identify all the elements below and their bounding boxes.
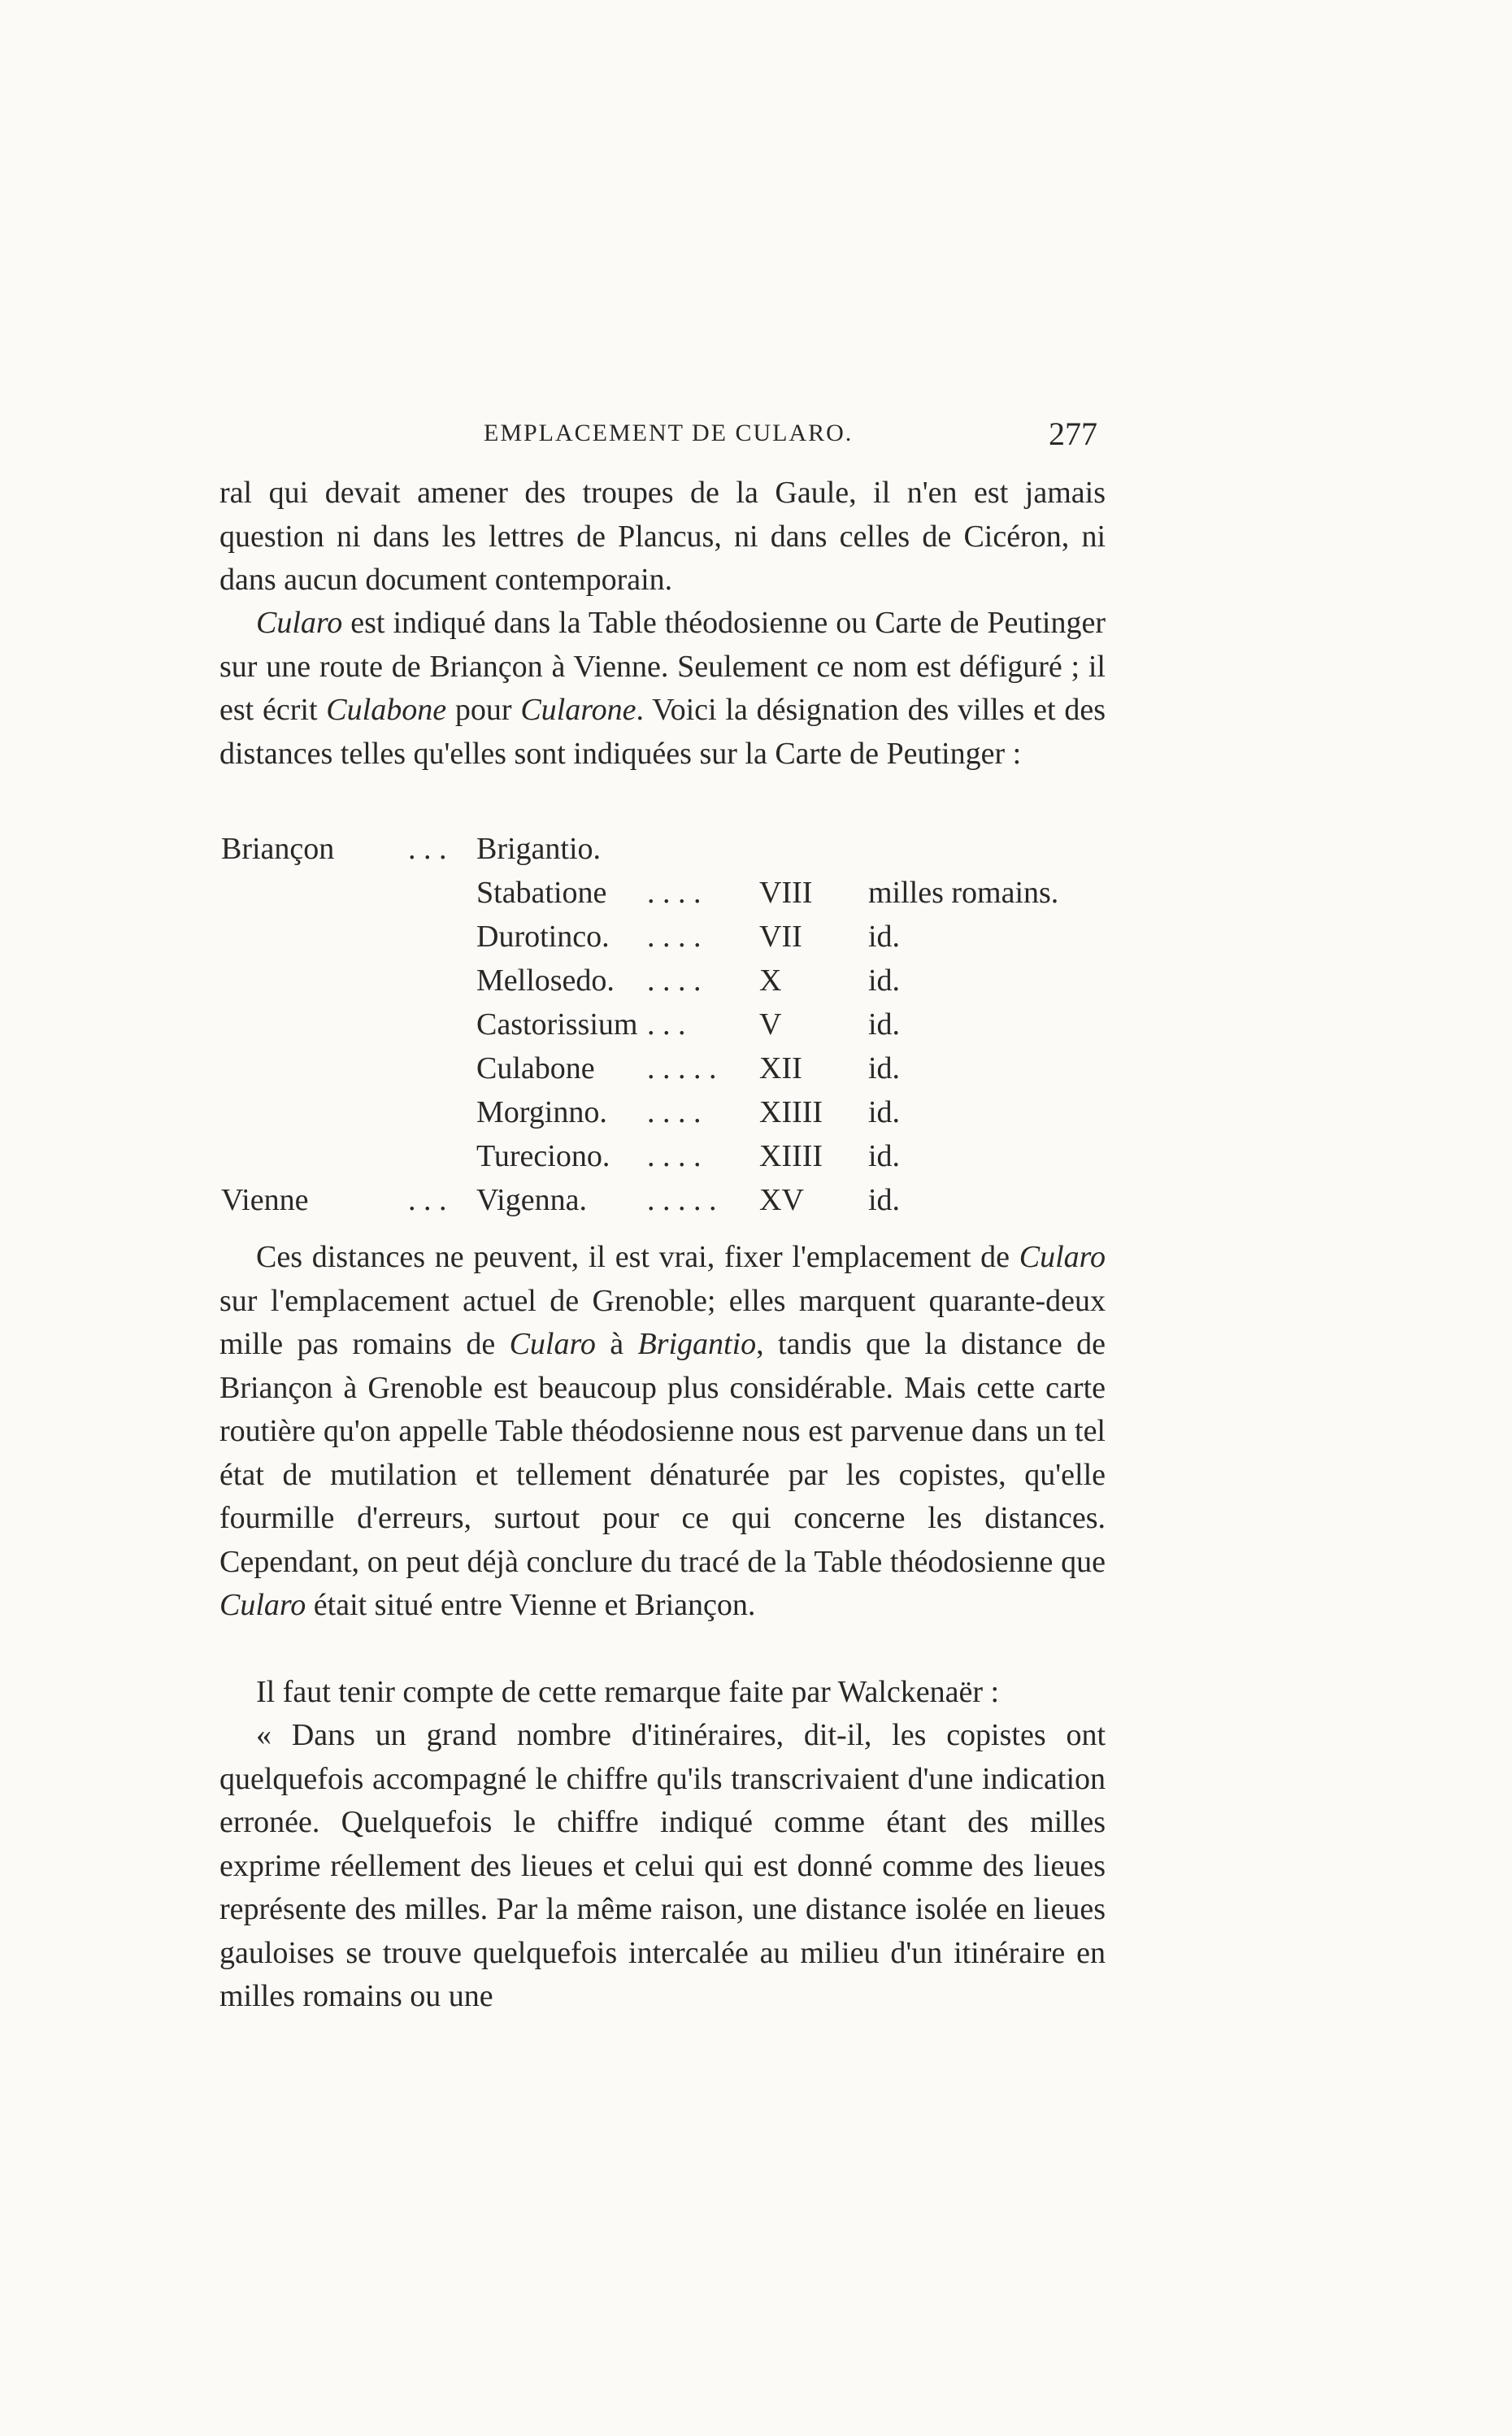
itinerary-row (219, 1138, 1106, 1182)
itinerary-row (219, 1094, 1106, 1138)
leader-dots: . . . (408, 832, 447, 866)
text-run: sur l'emplacement actuel de Grenoble; elles marquent quarante-deux mille pas romains de (219, 1283, 1106, 1361)
station-name: Morginno. (476, 1095, 607, 1129)
text-run: pour (446, 693, 521, 727)
distance-numeral: V (759, 1007, 782, 1042)
leader-dots: . . . . . (647, 1183, 717, 1217)
distance-unit: id. (868, 1051, 901, 1085)
station-name: Castorissium (476, 1007, 638, 1042)
route-endpoint: Briançon (221, 832, 335, 866)
paragraph-2 (219, 602, 1106, 776)
distance-unit: id. (868, 1183, 901, 1217)
distance-unit: id. (868, 1139, 901, 1173)
itinerary-row (219, 875, 1106, 919)
italic-cularo: Cularo (219, 1588, 306, 1622)
distance-unit: id. (868, 1095, 901, 1129)
distance-numeral: X (759, 964, 782, 998)
distance-numeral: XIIII (759, 1095, 823, 1129)
station-name: Durotinco. (476, 920, 610, 954)
text-run: , tandis que la distance de Briançon à Grenoble est beaucoup plus considérable. Mais cette carte routière qu'on appelle Table théodosienne nous est parvenue dans un tel état de mutilation et tellement dénaturée par les copistes, qu'elle fourmille d'erreurs, surtout pour ce qui concerne les distances. Cependant, on peut déjà conclure du tracé de la Table théodosienne que (219, 1327, 1106, 1579)
leader-dots: . . . . (647, 876, 702, 910)
route-endpoint: Vienne (221, 1183, 309, 1217)
paragraph-4: Il faut tenir compte de cette remarque faite par Walckenaër : (256, 1675, 1000, 1709)
station-name: Culabone (476, 1051, 595, 1085)
itinerary-row (219, 1051, 1106, 1094)
page-number: 277 (1049, 415, 1097, 452)
itinerary-row (219, 831, 1106, 875)
distance-numeral: XIIII (759, 1139, 823, 1173)
distance-unit: id. (868, 920, 901, 954)
distance-numeral: VII (759, 920, 802, 954)
itinerary-row (219, 963, 1106, 1007)
paragraph-1: ral qui devait amener des troupes de la Gaule, il n'en est jamais question ni dans les lettres de Plancus, ni dans celles de Cicéron, ni dans aucun document contemporain. (219, 476, 1106, 597)
distance-numeral: XV (759, 1183, 804, 1217)
text-run: était situé entre Vienne et Briançon. (306, 1588, 756, 1622)
leader-dots: . . . (408, 1183, 447, 1217)
running-title: EMPLACEMENT DE CULARO. (484, 420, 854, 446)
italic-brigantio: Brigantio (637, 1327, 757, 1361)
station-name: Brigantio. (476, 832, 602, 866)
paragraph-3 (219, 1236, 1106, 1628)
text-run: est indiqué dans la Table théodosienne ou Carte de Peutinger sur une route de Briançon à Vienne. Seulement ce nom est défiguré ; il est écrit (219, 606, 1106, 727)
station-name: Vigenna. (476, 1183, 587, 1217)
distance-unit: milles romains. (868, 876, 1059, 910)
leader-dots: . . . . (647, 964, 702, 998)
italic-cularo: Cularo (256, 606, 343, 640)
itinerary-row (219, 919, 1106, 963)
leader-dots: . . . . . (647, 1051, 717, 1085)
italic-cularo: Cularo (509, 1327, 596, 1361)
itinerary-table (219, 831, 1106, 1226)
italic-cularone: Cularone (520, 693, 637, 727)
distance-unit: id. (868, 964, 901, 998)
italic-culabone: Culabone (326, 693, 447, 727)
station-name: Mellosedo. (476, 964, 615, 998)
leader-dots: . . . . (647, 1095, 702, 1129)
distance-numeral: XII (759, 1051, 802, 1085)
station-name: Tureciono. (476, 1139, 610, 1173)
text-run: à (595, 1327, 638, 1361)
itinerary-row (219, 1007, 1106, 1051)
itinerary-row (219, 1182, 1106, 1226)
distance-numeral: VIII (759, 876, 813, 910)
leader-dots: . . . . (647, 1139, 702, 1173)
paragraph-5-quotation: « Dans un grand nombre d'itinéraires, dit-il, les copistes ont quelquefois accompagné le chiffre qu'ils transcrivaient d'une indication erronée. Quelquefois le chiffre indiqué comme étant des milles exprime réellement des lieues et celui qui est donné comme des lieues représente des milles. Par la même raison, une distance isolée en lieues gauloises se trouve quelquefois intercalée au milieu d'un itinéraire en milles romains ou une (219, 1718, 1106, 2013)
page-header (219, 415, 1106, 463)
text-run: . Voici la désignation des villes et des distances telles qu'elles sont indiquées sur la Carte de Peutinger : (219, 693, 1106, 771)
leader-dots: . . . . (647, 920, 702, 954)
italic-cularo: Cularo (1019, 1240, 1106, 1274)
leader-dots: . . . (647, 1007, 686, 1042)
text-run: Ces distances ne peuvent, il est vrai, fixer l'emplacement de (256, 1240, 1019, 1274)
distance-unit: id. (868, 1007, 901, 1042)
station-name: Stabatione (476, 876, 607, 910)
